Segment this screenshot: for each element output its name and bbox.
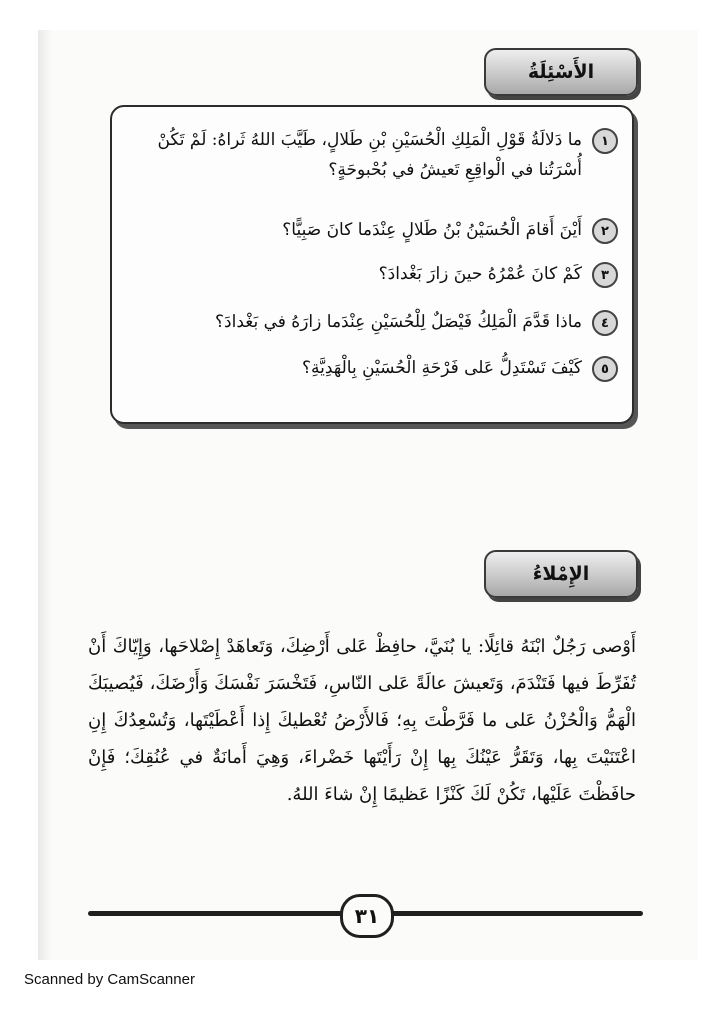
question-number: ٢ (592, 218, 618, 244)
question-item (126, 259, 618, 289)
question-item (126, 215, 618, 245)
question-number: ٥ (592, 356, 618, 382)
question-item (126, 125, 618, 185)
questions-box (110, 105, 634, 424)
scanner-watermark: Scanned by CamScanner (24, 971, 195, 988)
question-item (126, 353, 618, 383)
question-number: ١ (592, 128, 618, 154)
page-edge-shadow (38, 30, 52, 960)
question-item (126, 307, 618, 337)
dictation-paragraph: أَوْصى رَجُلٌ ابْنَهُ قائِلًا: يا بُنَيَّ، حافِظْ عَلى أَرْضِكَ، وَتَعاهَدْ إِصْلاحَها، وَإِيّاكَ أَنْ تُفَرِّطَ فيها فَتَنْدَمَ، وَتَعيشَ عالَةً عَلى النّاسِ، فَتَخْسَرَ نَفْسَكَ وَأَرْضَكَ، فَيُصيبَكَ الْهَمُّ وَالْحُزْنُ عَلى ما فَرَّطْتَ بِهِ؛ فَالأَرْضُ تُعْطيكَ إِذا أَعْطَيْتَها، وَتُسْعِدُكَ إِنِ اعْتَنَيْتَ بِها، وَتَقَرُّ عَيْنُكَ بِها إِنْ رَأَيْتَها خَضْراءَ، وَهِيَ أَمانَةٌ في عُنُقِكَ؛ فَإِنْ حافَظْتَ عَلَيْها، تَكُنْ لَكَ كَنْزًا عَظيمًا إِنْ شاءَ اللهُ. (88, 636, 636, 805)
question-text: كَمْ كانَ عُمْرُهُ حينَ زارَ بَغْدادَ؟ (378, 264, 582, 284)
question-text: كَيْفَ تَسْتَدِلُّ عَلى فَرْحَةِ الْحُسَيْنِ بِالْهَدِيَّةِ؟ (301, 358, 582, 378)
question-text: ماذا قَدَّمَ الْمَلِكُ فَيْصَلٌ لِلْحُسَيْنِ عِنْدَما زارَهُ في بَغْدادَ؟ (215, 312, 582, 332)
question-text: ما دَلالَةُ قَوْلِ الْمَلِكِ الْحُسَيْنِ بْنِ طَلالٍ، طَيَّبَ اللهُ ثَراهُ: لَمْ تَكُنْ أُسْرَتُنا في الْواقِعِ تَعيشُ في بُحْبوحَةٍ؟ (157, 130, 582, 180)
question-number: ٣ (592, 262, 618, 288)
question-text: أَيْنَ أَقامَ الْحُسَيْنُ بْنُ طَلالٍ عِنْدَما كانَ صَبِيًّا؟ (282, 220, 582, 240)
dictation-section-title: الإِمْلاءُ (484, 550, 638, 598)
question-number: ٤ (592, 310, 618, 336)
questions-section-title: الأَسْئِلَةُ (484, 48, 638, 96)
page-number: ٣١ (340, 894, 394, 938)
